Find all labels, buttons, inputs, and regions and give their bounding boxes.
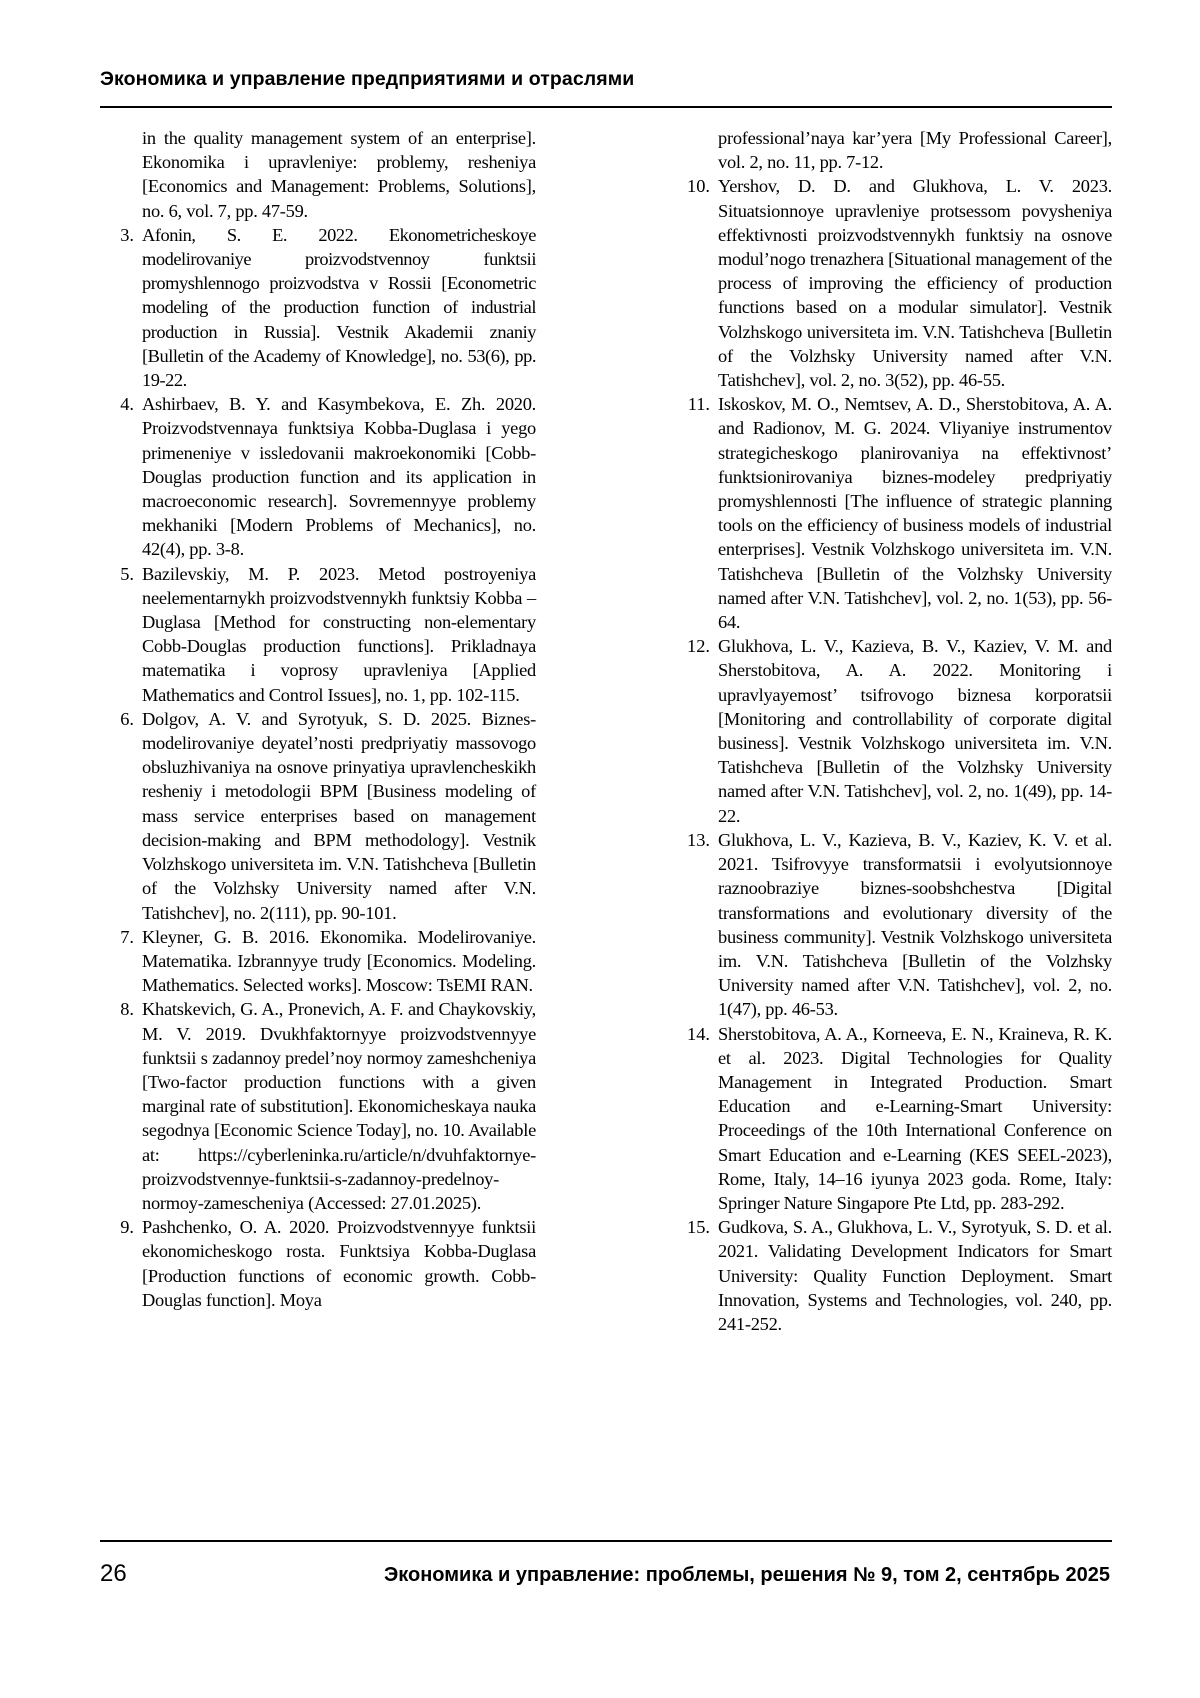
reference-item <box>676 174 1112 392</box>
reference-number: 6. <box>120 708 134 729</box>
reference-number: 14. <box>687 1023 710 1044</box>
reference-number: 8. <box>120 999 134 1020</box>
reference-item <box>100 562 536 707</box>
reference-text: Gudkova, S. A., Glukhova, L. V., Syrotyuk, S. D. et al. 2021. Validating Development Indicators for Smart University: Quality Function Deployment. Smart Innovation, Systems and Technologies, vol. 240, pp. 241-252. <box>718 1217 1112 1334</box>
reference-number: 11. <box>687 394 710 415</box>
reference-text: Sherstobitova, A. A., Korneeva, E. N., Kraineva, R. K. et al. 2023. Digital Technologies for Quality Management in Integrated Production. Smart Education and e-Learning-Smart University: Proceedings of the 10th International Conference on Smart Education and e-Learning (KES SEEL-2023), Rome, Italy, 14–16 iyunya 2023 goda. Rome, Italy: Springer Nature Singapore Pte Ltd, pp. 283-292. <box>718 1023 1112 1213</box>
right-column <box>676 126 1112 1526</box>
reference-text: Afonin, S. E. 2022. Ekonometricheskoye modelirovaniye proizvodstvennoy funktsii promyshlennogo proizvodstva v Rossii [Econometric modeling of the production function of industrial production in Russia]. Vestnik Akademii znaniy [Bulletin of the Academy of Knowledge], no. 53(6), pp. 19-22. <box>142 224 536 391</box>
reference-number: 7. <box>120 926 134 947</box>
reference-text: Glukhova, L. V., Kazieva, B. V., Kaziev, K. V. et al. 2021. Tsifrovyye transformatsii i evolyutsionnoye raznoobraziye biznes-soobshchestva [Digital transformations and evolutionary diversity of the business community]. Vestnik Volzhskogo universiteta im. V.N. Tatishcheva [Bulletin of the Volzhsky University named after V.N. Tatishchev], vol. 2, no. 1(47), pp. 46-53. <box>718 829 1112 1020</box>
left-column <box>100 126 536 1526</box>
reference-item <box>100 707 536 925</box>
reference-number: 3. <box>120 224 134 245</box>
footer-rule <box>100 1540 1112 1542</box>
reference-number: 12. <box>687 636 710 657</box>
reference-item <box>676 634 1112 828</box>
reference-text: Glukhova, L. V., Kazieva, B. V., Kaziev, V. M. and Sherstobitova, A. A. 2022. Monitoring i upravlyayemost’ tsifrovogo biznesa korporatsii [Monitoring and controllability of corporate digital business]. Vestnik Volzhskogo universiteta im. V.N. Tatishcheva [Bulletin of the Volzhsky University named after V.N. Tatishchev], vol. 2, no. 1(49), pp. 14-22. <box>718 636 1112 826</box>
reference-number: 13. <box>687 829 710 850</box>
reference-item <box>100 925 536 998</box>
reference-text: Yershov, D. D. and Glukhova, L. V. 2023. Situatsionnoye upravleniye protsessom povysheniya effektivnosti proizvodstvennykh funktsiy na osnove modul’nogo trenazhera [Situational management of the process of improving the efficiency of production functions based on a modular simulator]. Vestnik Volzhskogo universiteta im. V.N. Tatishcheva [Bulletin of the Volzhsky University named after V.N. Tatishchev], vol. 2, no. 3(52), pp. 46-55. <box>718 176 1113 391</box>
reference-text: Pashchenko, O. A. 2020. Proizvodstvennyye funktsii ekonomicheskogo rosta. Funktsiya Kobba-Duglasa [Production functions of economic growth. Cobb-Douglas function]. Moya <box>142 1217 536 1310</box>
reference-item <box>100 223 536 392</box>
reference-number: 10. <box>687 176 710 197</box>
reference-item <box>100 997 536 1215</box>
continued-paragraph-right: professional’naya kar’yera [My Professional Career], vol. 2, no. 11, pp. 7-12. <box>718 128 1112 173</box>
journal-issue-line: Экономика и управление: проблемы, решения № 9, том 2, сентябрь 2025 <box>384 1564 1110 1586</box>
reference-text: Bazilevskiy, M. P. 2023. Metod postroyeniya neelementarnykh proizvodstvennykh funktsiy Kobba – Duglasa [Method for constructing non-elementary Cobb-Douglas production functions]. Prikladnaya matematika i voprosy upravleniya [Applied Mathematics and Control Issues], no. 1, pp. 102-115. <box>142 563 536 705</box>
continued-paragraph-left: in the quality management system of an enterprise]. Ekonomika i upravleniye: problemy, resheniya [Economics and Management: Problems, Solutions], no. 6, vol. 7, pp. 47-59. <box>142 128 536 221</box>
page-header: Экономика и управление предприятиями и отраслями <box>100 68 635 90</box>
reference-number: 4. <box>120 394 134 415</box>
reference-number: 15. <box>687 1217 710 1238</box>
reference-text: Khatskevich, G. A., Pronevich, A. F. and Chaykovskiy, M. V. 2019. Dvukhfaktornyye proizvodstvennyye funktsii s zadannoy predel’noy normoy zameshcheniya [Two-factor production functions with a given marginal rate of substitution]. Ekonomicheskaya nauka segodnya [Economic Science Today], no. 10. Available at: https://cyberleninka.ru/article/n/dvuhfaktornye-proizvodstvennye-funktsii-s-zadannoy-predelnoy-normoy-zamescheniya (Accessed: 27.01.2025). <box>142 999 536 1213</box>
reference-item <box>676 828 1112 1022</box>
reference-number: 5. <box>120 563 134 584</box>
header-rule <box>100 106 1112 108</box>
reference-item <box>100 392 536 561</box>
reference-number: 9. <box>120 1217 134 1238</box>
reference-item <box>100 1215 536 1312</box>
reference-item <box>676 1215 1112 1336</box>
page-number: 26 <box>100 1560 127 1587</box>
two-column-body <box>100 126 1112 1526</box>
reference-text: Iskoskov, M. O., Nemtsev, A. D., Sherstobitova, A. A. and Radionov, M. G. 2024. Vliyaniye instrumentov strategicheskogo planirovaniya na effektivnost’ funktsionirovaniya biznes-modeley predpriyatiy promyshlennosti [The influence of strategic planning tools on the efficiency of business models of industrial enterprises]. Vestnik Volzhskogo universiteta im. V.N. Tatishcheva [Bulletin of the Volzhsky University named after V.N. Tatishchev], vol. 2, no. 1(53), pp. 56-64. <box>718 394 1112 633</box>
reference-item <box>676 392 1112 634</box>
reference-text: Kleyner, G. B. 2016. Ekonomika. Modelirovaniye. Matematika. Izbrannyye trudy [Economics. Modeling. Mathematics. Selected works]. Moscow: TsEMI RAN. <box>142 926 536 996</box>
reference-text: Ashirbaev, B. Y. and Kasymbekova, E. Zh. 2020. Proizvodstvennaya funktsiya Kobba-Duglasa i yego primeneniye v issledovanii makroekonomiki [Cobb-Douglas production function and its application in macroeconomic research]. Sovremennyye problemy mekhaniki [Modern Problems of Mechanics], no. 42(4), pp. 3-8. <box>142 394 536 560</box>
reference-item <box>676 1022 1112 1216</box>
page-footer <box>100 1560 1112 1588</box>
reference-text: Dolgov, A. V. and Syrotyuk, S. D. 2025. Biznes-modelirovaniye deyatel’nosti predpriyatiy massovogo obsluzhivaniya na osnove prinyatiya upravlencheskikh resheniy i metodologii BPM [Business modeling of mass service enterprises based on management decision-making and BPM methodology]. Vestnik Volzhskogo universiteta im. V.N. Tatishcheva [Bulletin of the Volzhsky University named after V.N. Tatishchev], no. 2(111), pp. 90-101. <box>142 708 536 923</box>
